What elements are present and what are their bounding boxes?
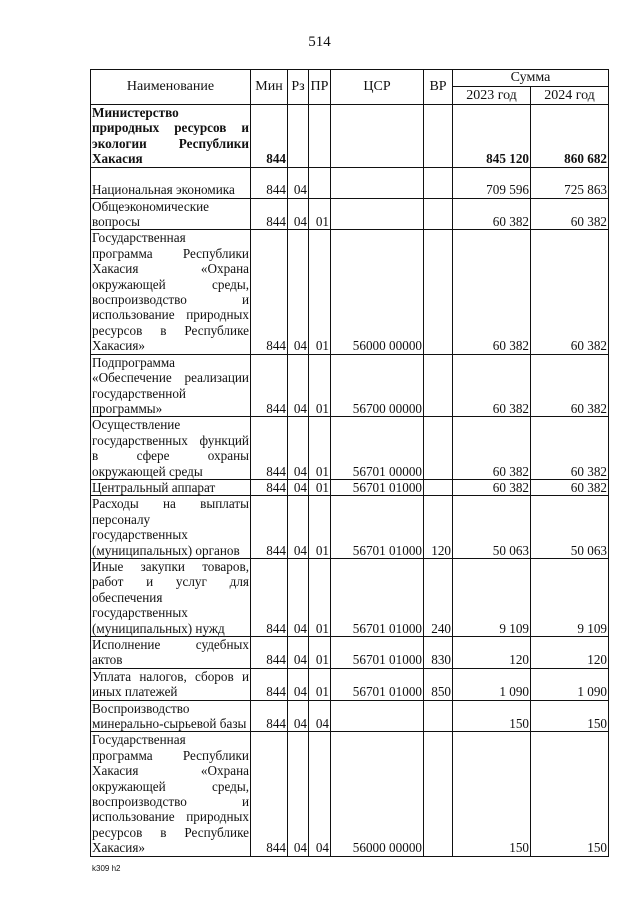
cell-2023: 150 — [453, 700, 531, 732]
cell-rz: 04 — [288, 732, 309, 856]
cell-vr — [424, 167, 453, 198]
cell-2024: 860 682 — [531, 105, 609, 168]
cell-rz: 04 — [288, 417, 309, 480]
cell-2023: 9 109 — [453, 558, 531, 636]
cell-2023: 120 — [453, 637, 531, 669]
cell-pr: 01 — [309, 417, 331, 480]
cell-min: 844 — [251, 105, 288, 168]
cell-name: Министерство природных ресурсов и экологии Республики Хакасия — [92, 105, 249, 167]
cell-pr: 01 — [309, 558, 331, 636]
table-row — [91, 354, 609, 417]
cell-2023: 709 596 — [453, 167, 531, 198]
cell-name: Подпрограмма «Обеспечение реализации государственной программы» — [92, 354, 249, 416]
cell-2024: 120 — [531, 637, 609, 669]
cell-pr — [309, 167, 331, 198]
cell-csr: 56000 00000 — [331, 732, 424, 856]
cell-pr: 04 — [309, 700, 331, 732]
table-row — [91, 105, 609, 168]
table-row — [91, 198, 609, 230]
table-row — [91, 496, 609, 559]
cell-min: 844 — [251, 496, 288, 559]
table-row — [91, 668, 609, 700]
cell-vr — [424, 479, 453, 495]
table-row — [91, 558, 609, 636]
cell-csr — [331, 198, 424, 230]
cell-csr: 56701 01000 — [331, 637, 424, 669]
cell-pr: 01 — [309, 479, 331, 495]
cell-vr — [424, 198, 453, 230]
cell-pr: 01 — [309, 668, 331, 700]
cell-2023: 150 — [453, 732, 531, 856]
cell-csr: 56701 01000 — [331, 558, 424, 636]
cell-min: 844 — [251, 230, 288, 354]
header-sum: Сумма — [453, 70, 609, 87]
header-csr: ЦСР — [331, 70, 424, 105]
cell-name: Уплата налогов, сборов и иных платежей — [92, 668, 249, 700]
cell-pr: 01 — [309, 496, 331, 559]
cell-2024: 60 382 — [531, 354, 609, 417]
cell-name: Воспроизводство минерально-сырьевой базы — [91, 700, 251, 732]
cell-2024: 1 090 — [531, 668, 609, 700]
table-row — [91, 732, 609, 856]
cell-vr: 850 — [424, 668, 453, 700]
cell-vr — [424, 230, 453, 354]
cell-rz: 04 — [288, 167, 309, 198]
cell-2024: 60 382 — [531, 230, 609, 354]
cell-2024: 725 863 — [531, 167, 609, 198]
table-row — [91, 417, 609, 480]
table-row — [91, 230, 609, 354]
header-min: Мин — [251, 70, 288, 105]
table-row — [91, 700, 609, 732]
cell-name: Иные закупки товаров, работ и услуг для обеспечения государственных (муниципальных) нужд — [92, 558, 249, 636]
cell-2024: 150 — [531, 700, 609, 732]
header-year-2023: 2023 год — [453, 87, 531, 105]
cell-pr: 01 — [309, 637, 331, 669]
table-row — [91, 479, 609, 495]
cell-name: Национальная экономика — [91, 167, 251, 198]
cell-2024: 60 382 — [531, 479, 609, 495]
header-year-2024: 2024 год — [531, 87, 609, 105]
cell-csr: 56700 00000 — [331, 354, 424, 417]
header-vr: ВР — [424, 70, 453, 105]
cell-rz: 04 — [288, 354, 309, 417]
cell-vr: 240 — [424, 558, 453, 636]
footer-code: k309 h2 — [92, 864, 121, 873]
cell-csr — [331, 167, 424, 198]
cell-2024: 9 109 — [531, 558, 609, 636]
header-pr: ПР — [309, 70, 331, 105]
cell-rz: 04 — [288, 479, 309, 495]
cell-min: 844 — [251, 637, 288, 669]
cell-rz: 04 — [288, 558, 309, 636]
cell-csr — [331, 700, 424, 732]
cell-vr — [424, 700, 453, 732]
cell-pr: 01 — [309, 198, 331, 230]
cell-csr: 56701 00000 — [331, 417, 424, 480]
cell-2023: 1 090 — [453, 668, 531, 700]
cell-2024: 60 382 — [531, 198, 609, 230]
cell-pr: 01 — [309, 230, 331, 354]
cell-pr: 04 — [309, 732, 331, 856]
page-number: 514 — [308, 34, 331, 50]
cell-min: 844 — [251, 732, 288, 856]
cell-vr — [424, 732, 453, 856]
cell-rz — [288, 105, 309, 168]
cell-min: 844 — [251, 558, 288, 636]
cell-2023: 50 063 — [453, 496, 531, 559]
cell-pr — [309, 105, 331, 168]
cell-2023: 60 382 — [453, 417, 531, 480]
cell-rz: 04 — [288, 496, 309, 559]
cell-rz: 04 — [288, 198, 309, 230]
budget-table — [90, 69, 609, 857]
cell-rz: 04 — [288, 637, 309, 669]
cell-2023: 60 382 — [453, 479, 531, 495]
table-row — [91, 637, 609, 669]
cell-2023: 60 382 — [453, 230, 531, 354]
cell-min: 844 — [251, 417, 288, 480]
cell-csr: 56701 01000 — [331, 496, 424, 559]
cell-name: Государственная программа Республики Хакасия «Охрана окружающей среды, воспроизводство и использование природных ресурсов в Республике Хакасия» — [92, 230, 249, 354]
cell-2024: 50 063 — [531, 496, 609, 559]
cell-csr: 56000 00000 — [331, 230, 424, 354]
cell-2024: 150 — [531, 732, 609, 856]
cell-min: 844 — [251, 668, 288, 700]
cell-min: 844 — [251, 700, 288, 732]
cell-min: 844 — [251, 354, 288, 417]
cell-2023: 60 382 — [453, 354, 531, 417]
cell-vr — [424, 354, 453, 417]
cell-2024: 60 382 — [531, 417, 609, 480]
header-name: Наименование — [91, 70, 251, 105]
cell-vr: 120 — [424, 496, 453, 559]
cell-name: Исполнение судебных актов — [92, 637, 249, 668]
cell-vr — [424, 105, 453, 168]
cell-rz: 04 — [288, 668, 309, 700]
table-row — [91, 167, 609, 198]
cell-name: Расходы на выплаты персоналу государственных (муниципальных) органов — [92, 496, 249, 558]
cell-csr: 56701 01000 — [331, 668, 424, 700]
cell-min: 844 — [251, 479, 288, 495]
cell-2023: 845 120 — [453, 105, 531, 168]
cell-name: Государственная программа Республики Хакасия «Охрана окружающей среды, воспроизводство и использование природных ресурсов в Республике Хакасия» — [92, 732, 249, 856]
cell-csr: 56701 01000 — [331, 479, 424, 495]
cell-min: 844 — [251, 167, 288, 198]
table-body — [91, 105, 609, 857]
cell-rz: 04 — [288, 230, 309, 354]
cell-vr: 830 — [424, 637, 453, 669]
header-rz: Рз — [288, 70, 309, 105]
cell-2023: 60 382 — [453, 198, 531, 230]
cell-name: Осуществление государственных функций в сфере охраны окружающей среды — [92, 417, 249, 479]
cell-csr — [331, 105, 424, 168]
cell-name: Центральный аппарат — [91, 479, 251, 495]
cell-name: Общеэкономические вопросы — [91, 198, 251, 230]
cell-pr: 01 — [309, 354, 331, 417]
cell-vr — [424, 417, 453, 480]
cell-rz: 04 — [288, 700, 309, 732]
cell-min: 844 — [251, 198, 288, 230]
